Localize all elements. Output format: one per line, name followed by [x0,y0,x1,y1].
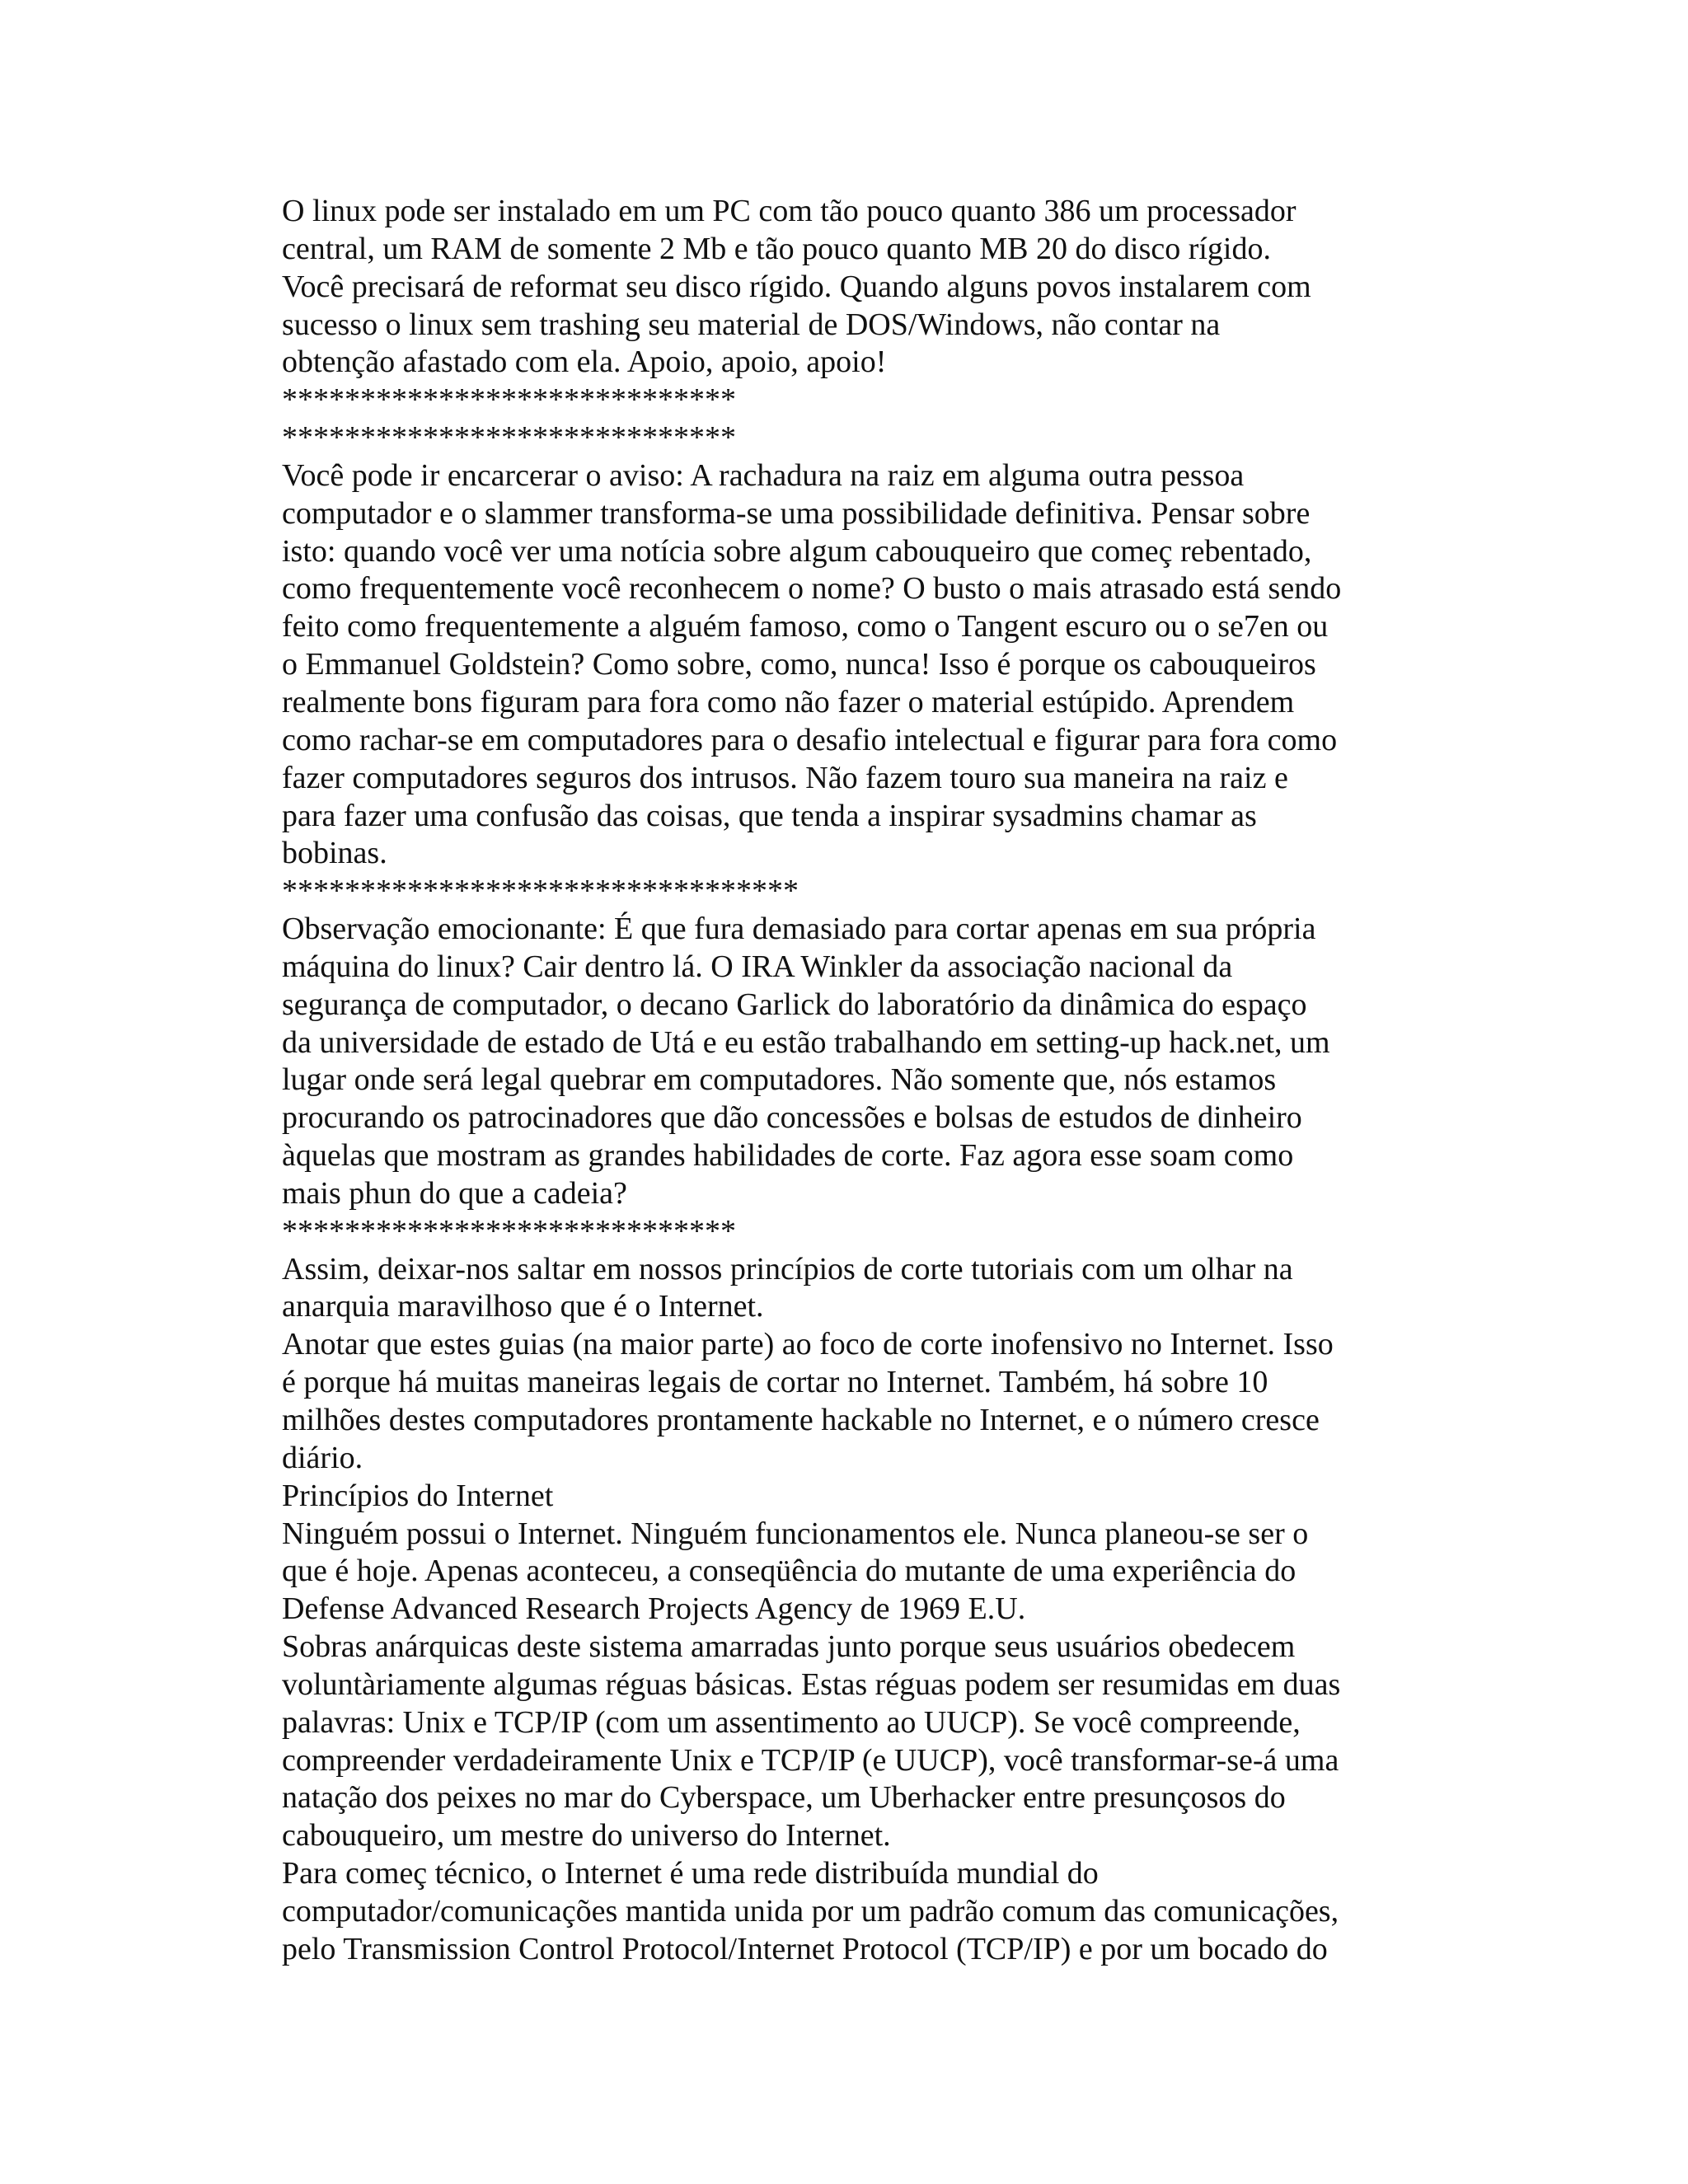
separator-line: ********************************* [282,874,799,909]
text-line: mais phun do que a cadeia? [282,1175,627,1211]
text-line: como rachar-se em computadores para o desafio intelectual e figurar para fora como [282,722,1338,757]
text-line: da universidade de estado de Utá e eu estão trabalhando em setting-up hack.net, um [282,1024,1330,1060]
text-line: Ninguém possui o Internet. Ninguém funcionamentos ele. Nunca planeou-se ser o [282,1516,1309,1551]
text-line: Você precisará de reformat seu disco rígido. Quando alguns povos instalarem com [282,269,1311,304]
text-line: milhões destes computadores prontamente hackable no Internet, e o número cresce [282,1403,1320,1437]
text-line: realmente bons figuram para fora como não fazer o material estúpido. Aprendem [282,684,1295,719]
text-line: voluntàriamente algumas réguas básicas. Estas réguas podem ser resumidas em duas [282,1666,1341,1702]
text-line: Para começ técnico, o Internet é uma rede distribuída mundial do [282,1856,1099,1891]
text-line: cabouqueiro, um mestre do universo do Internet. [282,1818,891,1854]
text-line: obtenção afastado com ela. Apoio, apoio, apoio! [282,344,887,380]
text-line: compreender verdadeiramente Unix e TCP/IP (e UUCP), você transformar-se-á uma [282,1742,1339,1778]
text-line: é porque há muitas maneiras legais de cortar no Internet. Também, há sobre 10 [282,1365,1268,1400]
text-line: natação dos peixes no mar do Cyberspace, um Uberhacker entre presunçosos do [282,1780,1286,1816]
text-line: anarquia maravilhoso que é o Internet. [282,1289,764,1324]
text-line: fazer computadores seguros dos intrusos. Não fazem touro sua maneira na raiz e [282,760,1288,795]
text-line: isto: quando você ver uma notícia sobre algum cabouqueiro que começ rebentado, [282,533,1312,569]
text-line: pelo Transmission Control Protocol/Internet Protocol (TCP/IP) e por um bocado do [282,1931,1328,1966]
text-line: palavras: Unix e TCP/IP (com um assentimento ao UUCP). Se você compreende, [282,1704,1301,1740]
document-body [282,193,1428,1969]
text-line: segurança de computador, o decano Garlick do laboratório da dinâmica do espaço [282,987,1307,1022]
text-line: diário. [282,1440,363,1475]
text-line: lugar onde será legal quebrar em computadores. Não somente que, nós estamos [282,1062,1277,1098]
text-line: Observação emocionante: É que fura demasiado para cortar apenas em sua própria [282,912,1316,947]
text-line: que é hoje. Apenas aconteceu, a conseqüência do mutante de uma experiência do [282,1554,1296,1589]
text-line: o Emmanuel Goldstein? Como sobre, como, nunca! Isso é porque os cabouqueiros [282,647,1316,682]
text-line: Você pode ir encarcerar o aviso: A rachadura na raiz em alguma outra pessoa [282,457,1245,493]
text-line: Princípios do Internet [282,1478,554,1513]
text-line: para fazer uma confusão das coisas, que tenda a inspirar sysadmins chamar as [282,798,1257,833]
text-line: feito como frequentemente a alguém famoso, como o Tangent escuro ou o se7en ou [282,609,1329,644]
separator-line: ***************************** [282,382,736,418]
text-line: O linux pode ser instalado em um PC com tão pouco quanto 386 um processador [282,194,1296,228]
text-line: computador/comunicações mantida unida por um padrão comum das comunicações, [282,1893,1339,1929]
text-line: bobinas. [282,836,387,871]
separator-line: ***************************** [282,420,736,456]
text-line: Assim, deixar-nos saltar em nossos princípios de corte tutoriais com um olhar na [282,1251,1293,1286]
text-line: computador e o slammer transforma-se uma possibilidade definitiva. Pensar sobre [282,495,1311,531]
text-line: procurando os patrocinadores que dão concessões e bolsas de estudos de dinheiro [282,1100,1302,1136]
text-line: Defense Advanced Research Projects Agency de 1969 E.U. [282,1591,1026,1627]
text-line: como frequentemente você reconhecem o nome? O busto o mais atrasado está sendo [282,571,1342,607]
text-line: máquina do linux? Cair dentro lá. O IRA Winkler da associação nacional da [282,949,1233,984]
text-line: sucesso o linux sem trashing seu material de DOS/Windows, não contar na [282,307,1221,342]
text-line: Sobras anárquicas deste sistema amarradas junto porque seus usuários obedecem [282,1629,1296,1665]
text-line: Anotar que estes guias (na maior parte) ao foco de corte inofensivo no Internet. Isso [282,1327,1334,1362]
separator-line: ***************************** [282,1213,736,1249]
text-line: àquelas que mostram as grandes habilidades de corte. Faz agora esse soam como [282,1138,1294,1174]
text-line: central, um RAM de somente 2 Mb e tão pouco quanto MB 20 do disco rígido. [282,231,1271,266]
